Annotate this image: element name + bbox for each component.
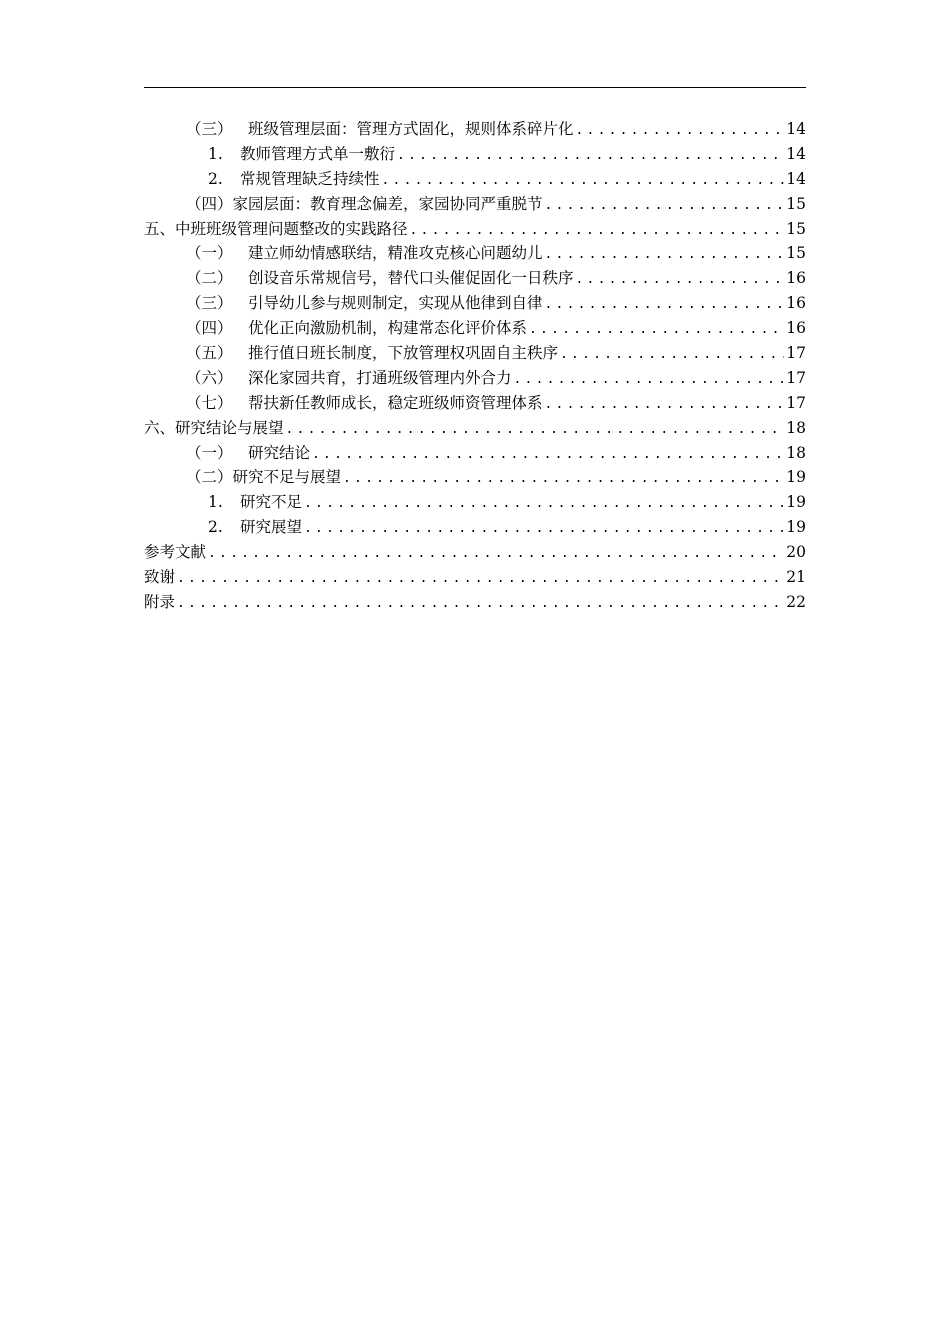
toc-dot-leader [576, 268, 784, 293]
toc-entry-text [186, 341, 558, 366]
toc-entry-number: （四） [186, 319, 233, 338]
header-rule [144, 87, 806, 88]
toc-page-number: 18 [786, 418, 806, 437]
toc-entry[interactable] [144, 192, 806, 217]
toc-entry-title: 致谢 [144, 568, 176, 587]
toc-entry-title: 研究结论 [248, 443, 311, 462]
toc-entry-title: 教师管理方式单一敷衍 [240, 144, 396, 163]
toc-entry[interactable] [144, 490, 806, 515]
toc-dot-leader [576, 119, 784, 144]
toc-entry-number: （六） [186, 368, 233, 387]
toc-entry[interactable] [144, 241, 806, 266]
toc-entry-title: 六、研究结论与展望 [144, 418, 284, 437]
toc-dot-leader [545, 393, 784, 418]
toc-entry[interactable] [144, 416, 806, 441]
toc-page-number: 15 [786, 219, 806, 238]
toc-entry-title: 创设音乐常规信号，替代口头催促固化一日秩序 [248, 269, 574, 288]
toc-entry-text [186, 366, 512, 391]
toc-entry-number: （五） [186, 344, 233, 363]
toc-page-number: 22 [786, 592, 806, 611]
toc-dot-leader [208, 542, 784, 567]
toc-dot-leader [177, 567, 784, 592]
toc-entry-text [208, 142, 395, 167]
toc-entry-title: 深化家园共育，打通班级管理内外合力 [248, 368, 512, 387]
toc-page-number: 16 [786, 269, 806, 288]
toc-entry-number: 1. [208, 493, 223, 512]
toc-entry-text [186, 465, 341, 490]
toc-entry[interactable] [144, 142, 806, 167]
toc-dot-leader [382, 169, 784, 194]
toc-entry-number: （一） [186, 443, 233, 462]
toc-entry-number: （四） [186, 194, 233, 213]
toc-entry-text [186, 266, 574, 291]
toc-entry[interactable] [144, 515, 806, 540]
toc-dot-leader [560, 343, 784, 368]
toc-entry[interactable] [144, 441, 806, 466]
toc-entry-text [186, 291, 543, 316]
toc-entry-text [186, 117, 574, 142]
toc-entry[interactable] [144, 291, 806, 316]
toc-page-number: 17 [786, 393, 806, 412]
toc-entry[interactable] [144, 316, 806, 341]
toc-entry[interactable] [144, 540, 806, 565]
toc-entry-number: 1. [208, 144, 223, 163]
toc-entry[interactable] [144, 341, 806, 366]
toc-entry-title: 推行值日班长制度，下放管理权巩固自主秩序 [248, 344, 559, 363]
toc-page-number: 17 [786, 344, 806, 363]
toc-dot-leader [529, 318, 784, 343]
toc-entry-number: （二） [186, 468, 233, 487]
toc-page-number: 18 [786, 443, 806, 462]
toc-dot-leader [177, 592, 784, 617]
toc-page-number: 19 [786, 518, 806, 537]
toc-entry-number: 2. [208, 518, 223, 537]
toc-entry[interactable] [144, 366, 806, 391]
toc-entry-number: （三） [186, 294, 233, 313]
toc-entry[interactable] [144, 167, 806, 192]
toc-entry-title: 附录 [144, 592, 176, 611]
table-of-contents [144, 117, 806, 615]
toc-dot-leader [312, 443, 784, 468]
toc-page-number: 20 [786, 543, 806, 562]
toc-entry-title: 研究展望 [240, 518, 303, 537]
toc-entry-text [186, 441, 310, 466]
toc-entry-number: （二） [186, 269, 233, 288]
toc-entry-text [186, 192, 543, 217]
toc-dot-leader [343, 467, 784, 492]
toc-entry-text [208, 490, 302, 515]
toc-entry-text [186, 316, 527, 341]
toc-dot-leader [304, 517, 784, 542]
toc-dot-leader [545, 243, 784, 268]
toc-entry[interactable] [144, 266, 806, 291]
toc-dot-leader [545, 194, 784, 219]
toc-entry-title: 五、中班班级管理问题整改的实践路径 [144, 219, 408, 238]
toc-entry-text [144, 540, 206, 565]
toc-entry-number: （一） [186, 244, 233, 263]
toc-entry-title: 帮扶新任教师成长，稳定班级师资管理体系 [248, 393, 543, 412]
toc-entry-text [144, 217, 408, 242]
toc-entry-title: 研究不足 [240, 493, 303, 512]
toc-entry-title: 班级管理层面：管理方式固化，规则体系碎片化 [248, 120, 574, 138]
toc-page-number: 19 [786, 493, 806, 512]
toc-entry-title: 优化正向激励机制，构建常态化评价体系 [248, 319, 528, 338]
toc-entry-title: 常规管理缺乏持续性 [240, 169, 380, 188]
toc-entry-number: （三） [186, 120, 233, 138]
toc-entry[interactable] [144, 117, 806, 142]
toc-dot-leader [545, 293, 784, 318]
toc-dot-leader [304, 492, 784, 517]
toc-page-number: 14 [786, 144, 806, 163]
toc-page-number: 15 [786, 194, 806, 213]
toc-entry-text [208, 515, 302, 540]
toc-entry-title: 参考文献 [144, 543, 207, 562]
toc-entry-text [144, 565, 175, 590]
toc-page-number: 16 [786, 294, 806, 313]
toc-entry[interactable] [144, 391, 806, 416]
toc-entry[interactable] [144, 465, 806, 490]
toc-dot-leader [286, 418, 784, 443]
toc-entry-title: 家园层面：教育理念偏差，家园协同严重脱节 [232, 194, 543, 213]
toc-entry[interactable] [144, 590, 806, 615]
toc-page-number: 15 [786, 244, 806, 263]
toc-page-number: 21 [786, 568, 806, 587]
toc-dot-leader [410, 219, 784, 244]
toc-dot-leader [514, 368, 784, 393]
toc-entry[interactable] [144, 217, 806, 242]
toc-entry-title: 研究不足与展望 [232, 468, 342, 487]
toc-entry-title: 建立师幼情感联结，精准攻克核心问题幼儿 [248, 244, 543, 263]
toc-entry-text [186, 241, 543, 266]
toc-entry-text [144, 590, 175, 615]
toc-entry-number: 2. [208, 169, 223, 188]
toc-page-number: 17 [786, 368, 806, 387]
toc-entry-number: （七） [186, 393, 233, 412]
toc-page-number: 16 [786, 319, 806, 338]
toc-entry[interactable] [144, 565, 806, 590]
toc-entry-title: 引导幼儿参与规则制定，实现从他律到自律 [248, 294, 543, 313]
toc-dot-leader [397, 144, 784, 169]
toc-entry-text [208, 167, 380, 192]
toc-entry-text [144, 416, 284, 441]
toc-page-number: 19 [786, 468, 806, 487]
toc-page-number: 14 [786, 120, 806, 138]
toc-page-number: 14 [786, 169, 806, 188]
toc-entry-text [186, 391, 543, 416]
